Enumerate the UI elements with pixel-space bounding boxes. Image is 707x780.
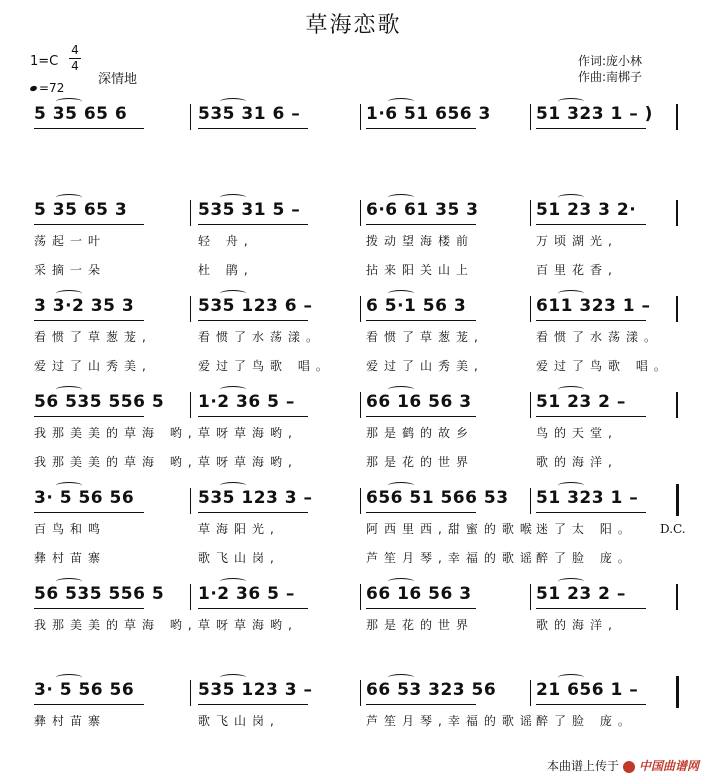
beam-underline bbox=[198, 320, 308, 321]
footer-text: 本曲谱上传于 bbox=[546, 759, 619, 773]
barline bbox=[530, 200, 531, 226]
slur-mark bbox=[388, 386, 414, 393]
barline bbox=[676, 200, 678, 226]
lyric-verse-1: 草呀草海哟, bbox=[198, 618, 298, 632]
beam-underline bbox=[198, 224, 308, 225]
lyric-verse-1: 草海阳光, bbox=[198, 522, 280, 536]
measure-notes: 21 656 1 – bbox=[536, 680, 639, 700]
score-system bbox=[0, 392, 707, 482]
barline bbox=[190, 584, 191, 610]
barline bbox=[360, 296, 361, 322]
measure-notes: 51 323 1 – ) bbox=[536, 104, 653, 124]
lyric-verse-2: 歌的海洋, bbox=[536, 455, 618, 469]
slur-mark bbox=[56, 386, 82, 393]
score-system bbox=[0, 296, 707, 386]
slur-mark bbox=[56, 674, 82, 681]
barline bbox=[360, 680, 361, 706]
slur-mark bbox=[220, 290, 246, 297]
lyric-verse-1: 迷了太 阳。 bbox=[536, 522, 636, 536]
slur-mark bbox=[388, 194, 414, 201]
lyric-verse-1: 鸟的天堂, bbox=[536, 426, 618, 440]
barline bbox=[360, 200, 361, 226]
lyric-verse-1: 万顷湖光, bbox=[536, 234, 618, 248]
site-logo-icon bbox=[623, 761, 635, 773]
lyric-verse-2: 那是花的世界 bbox=[366, 455, 475, 469]
beam-underline bbox=[366, 512, 476, 513]
beam-underline bbox=[34, 704, 144, 705]
measure-notes: 5 35 65 3 bbox=[34, 200, 128, 220]
barline bbox=[360, 104, 361, 130]
measure-notes: 3 3·2 35 3 bbox=[34, 296, 135, 316]
site-footer bbox=[547, 757, 699, 774]
lyric-verse-2: 草呀草海哟, bbox=[198, 455, 298, 469]
barline bbox=[530, 584, 531, 610]
measure-notes: 1·6 51 656 3 bbox=[366, 104, 491, 124]
slur-mark bbox=[388, 98, 414, 105]
lyricist-credit: 作词:庞小林 bbox=[578, 54, 643, 68]
lyric-verse-1: 我那美美的草海 哟, bbox=[34, 426, 198, 440]
lyric-verse-1: 阿西里西,甜蜜的歌喉 bbox=[366, 522, 538, 536]
lyric-verse-2: 拈来阳关山上 bbox=[366, 263, 475, 277]
measure-notes: 656 51 566 53 bbox=[366, 488, 509, 508]
slur-mark bbox=[558, 482, 584, 489]
measure-notes: 535 123 3 – bbox=[198, 680, 313, 700]
lyric-verse-1: 看惯了水荡漾。 bbox=[536, 330, 663, 344]
lyric-verse-2: 爱过了山秀美, bbox=[34, 359, 152, 373]
measure-notes: 3· 5 56 56 bbox=[34, 488, 135, 508]
measure-notes: 66 53 323 56 bbox=[366, 680, 497, 700]
slur-mark bbox=[56, 98, 82, 105]
beam-underline bbox=[536, 224, 646, 225]
beam-underline bbox=[536, 320, 646, 321]
beam-underline bbox=[198, 608, 308, 609]
measure-notes: 1·2 36 5 – bbox=[198, 584, 295, 604]
beam-underline bbox=[198, 128, 308, 129]
slur-mark bbox=[56, 194, 82, 201]
barline bbox=[190, 296, 191, 322]
barline bbox=[530, 680, 531, 706]
barline bbox=[676, 296, 678, 322]
slur-mark bbox=[220, 674, 246, 681]
beam-underline bbox=[536, 704, 646, 705]
barline bbox=[360, 584, 361, 610]
tempo-mark bbox=[30, 81, 64, 95]
beam-underline bbox=[198, 512, 308, 513]
barline bbox=[190, 200, 191, 226]
slur-mark bbox=[56, 578, 82, 585]
lyric-verse-2: 我那美美的草海 哟, bbox=[34, 455, 198, 469]
measure-notes: 535 31 5 – bbox=[198, 200, 301, 220]
slur-mark bbox=[388, 290, 414, 297]
measure-notes: 535 123 3 – bbox=[198, 488, 313, 508]
beam-underline bbox=[536, 608, 646, 609]
slur-mark bbox=[388, 482, 414, 489]
measure-notes: 3· 5 56 56 bbox=[34, 680, 135, 700]
measure-notes: 51 23 3 2· bbox=[536, 200, 637, 220]
page-title: 草海恋歌 bbox=[305, 13, 402, 38]
lyric-verse-2: 杜 鹃, bbox=[198, 263, 254, 277]
measure-notes: 1·2 36 5 – bbox=[198, 392, 295, 412]
beam-underline bbox=[536, 512, 646, 513]
beam-underline bbox=[536, 416, 646, 417]
slur-mark bbox=[558, 290, 584, 297]
score-system bbox=[0, 488, 707, 578]
lyric-verse-2: 爱过了山秀美, bbox=[366, 359, 484, 373]
beam-underline bbox=[34, 512, 144, 513]
barline bbox=[676, 584, 678, 610]
barline bbox=[530, 296, 531, 322]
lyric-verse-1: 荡起一叶 bbox=[34, 234, 107, 248]
site-logo-text: 中国曲谱网 bbox=[638, 759, 699, 773]
beam-underline bbox=[34, 320, 144, 321]
beam-underline bbox=[366, 416, 476, 417]
lyric-verse-1: 看惯了草葱茏, bbox=[34, 330, 152, 344]
lyric-verse-1: 彝村苗寨 bbox=[34, 714, 107, 728]
measure-notes: 535 31 6 – bbox=[198, 104, 301, 124]
lyric-verse-2: 百里花香, bbox=[536, 263, 618, 277]
composer-credit: 作曲:南梆子 bbox=[578, 70, 643, 84]
beam-underline bbox=[34, 128, 144, 129]
measure-notes: 611 323 1 – bbox=[536, 296, 651, 316]
slur-mark bbox=[558, 386, 584, 393]
lyric-verse-2: 彝村苗寨 bbox=[34, 551, 107, 565]
time-signature-top: 4 bbox=[71, 43, 79, 57]
slur-mark bbox=[56, 290, 82, 297]
score-credits bbox=[578, 53, 642, 85]
barline bbox=[190, 680, 191, 706]
measure-notes: 51 23 2 – bbox=[536, 584, 626, 604]
lyric-verse-2: 芦笙月琴,幸福的歌谣 bbox=[366, 551, 538, 565]
lyric-verse-1: 歌的海洋, bbox=[536, 618, 618, 632]
score-system bbox=[0, 584, 707, 674]
lyric-verse-1: 芦笙月琴,幸福的歌谣 bbox=[366, 714, 538, 728]
slur-mark bbox=[558, 98, 584, 105]
lyric-verse-1: 那是花的世界 bbox=[366, 618, 475, 632]
key-signature: 1=C bbox=[30, 54, 59, 69]
measure-notes: 51 23 2 – bbox=[536, 392, 626, 412]
lyric-verse-1: 歌飞山岗, bbox=[198, 714, 280, 728]
slur-mark bbox=[220, 578, 246, 585]
slur-mark bbox=[558, 674, 584, 681]
score-system bbox=[0, 200, 707, 290]
expression-mark: 深情地 bbox=[98, 72, 138, 87]
slur-mark bbox=[388, 578, 414, 585]
final-barline bbox=[676, 676, 679, 708]
beam-underline bbox=[366, 608, 476, 609]
measure-notes: 535 123 6 – bbox=[198, 296, 313, 316]
barline bbox=[530, 104, 531, 130]
measure-notes: 66 16 56 3 bbox=[366, 392, 472, 412]
beam-underline bbox=[198, 416, 308, 417]
beam-underline bbox=[366, 224, 476, 225]
slur-mark bbox=[56, 482, 82, 489]
lyric-verse-1: 轻 舟, bbox=[198, 234, 254, 248]
barline bbox=[190, 392, 191, 418]
beam-underline bbox=[34, 224, 144, 225]
beam-underline bbox=[34, 416, 144, 417]
tempo-value: =72 bbox=[39, 81, 65, 95]
lyric-verse-2: 爱过了鸟歌 唱。 bbox=[198, 359, 334, 373]
measure-notes: 56 535 556 5 bbox=[34, 392, 165, 412]
measure-notes: 66 16 56 3 bbox=[366, 584, 472, 604]
slur-mark bbox=[220, 386, 246, 393]
barline bbox=[530, 488, 531, 514]
lyric-verse-2: 歌飞山岗, bbox=[198, 551, 280, 565]
beam-underline bbox=[198, 704, 308, 705]
barline bbox=[360, 392, 361, 418]
lyric-verse-2: 采摘一朵 bbox=[34, 263, 107, 277]
da-capo-mark: D.C. bbox=[660, 522, 686, 536]
measure-notes: 6·6 61 35 3 bbox=[366, 200, 479, 220]
lyric-verse-1: 草呀草海哟, bbox=[198, 426, 298, 440]
barline bbox=[676, 392, 678, 418]
beam-underline bbox=[34, 608, 144, 609]
beam-underline bbox=[366, 320, 476, 321]
lyric-verse-2: 醉了脸 庞。 bbox=[536, 551, 636, 565]
lyric-verse-1: 看惯了水荡漾。 bbox=[198, 330, 325, 344]
time-signature-bottom: 4 bbox=[71, 59, 79, 73]
measure-notes: 51 323 1 – bbox=[536, 488, 639, 508]
score-system bbox=[0, 104, 707, 194]
lyric-verse-1: 那是鹤的故乡 bbox=[366, 426, 475, 440]
lyric-verse-1: 百鸟和鸣 bbox=[34, 522, 107, 536]
beam-underline bbox=[366, 128, 476, 129]
final-barline bbox=[676, 484, 679, 516]
quarter-note-icon bbox=[29, 85, 37, 92]
slur-mark bbox=[388, 674, 414, 681]
slur-mark bbox=[220, 194, 246, 201]
barline bbox=[530, 392, 531, 418]
time-signature bbox=[68, 44, 82, 73]
slur-mark bbox=[220, 482, 246, 489]
lyric-verse-1: 拨动望海楼前 bbox=[366, 234, 475, 248]
slur-mark bbox=[220, 98, 246, 105]
measure-notes: 6 5·1 56 3 bbox=[366, 296, 467, 316]
barline bbox=[676, 104, 678, 130]
lyric-verse-2: 爱过了鸟歌 唱。 bbox=[536, 359, 672, 373]
barline bbox=[190, 104, 191, 130]
lyric-verse-1: 看惯了草葱茏, bbox=[366, 330, 484, 344]
measure-notes: 5 35 65 6 bbox=[34, 104, 128, 124]
beam-underline bbox=[536, 128, 646, 129]
slur-mark bbox=[558, 194, 584, 201]
measure-notes: 56 535 556 5 bbox=[34, 584, 165, 604]
slur-mark bbox=[558, 578, 584, 585]
beam-underline bbox=[366, 704, 476, 705]
barline bbox=[190, 488, 191, 514]
lyric-verse-1: 我那美美的草海 哟, bbox=[34, 618, 198, 632]
lyric-verse-1: 醉了脸 庞。 bbox=[536, 714, 636, 728]
barline bbox=[360, 488, 361, 514]
